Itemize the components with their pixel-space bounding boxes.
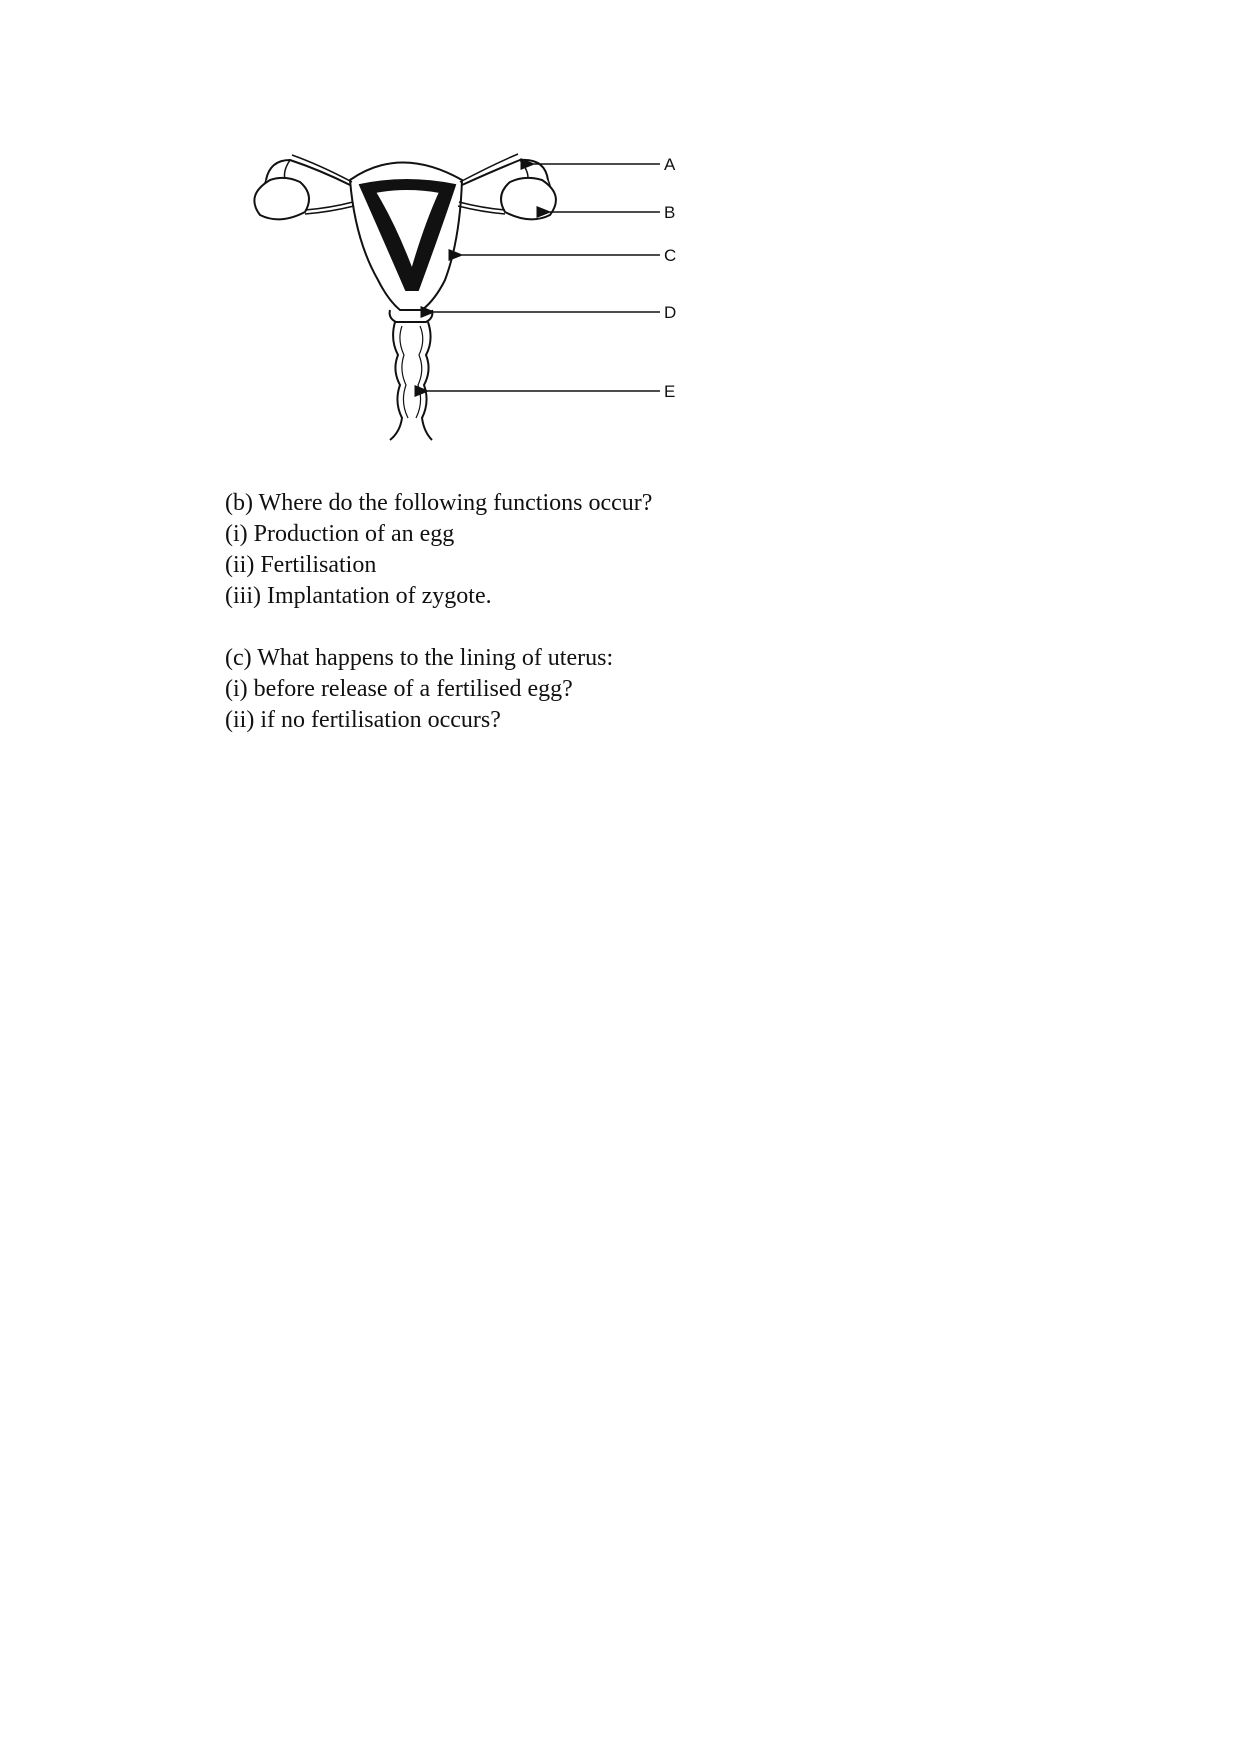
- question-b-heading: (b) Where do the following functions occur?: [225, 490, 653, 516]
- spacer: [225, 612, 652, 643]
- question-b-item-2: (ii) Fertilisation: [225, 552, 377, 578]
- reproductive-system-diagram: [250, 140, 690, 450]
- question-block: [225, 488, 652, 736]
- question-c-item-2: (ii) if no fertilisation occurs?: [225, 707, 501, 733]
- question-b-item-1: (i) Production of an egg: [225, 521, 455, 547]
- question-c-item-1: (i) before release of a fertilised egg?: [225, 676, 573, 702]
- label-e: E: [664, 382, 676, 401]
- question-c-heading: (c) What happens to the lining of uterus:: [225, 645, 614, 671]
- label-c: C: [664, 246, 677, 265]
- uterus-drawing: [254, 154, 556, 440]
- label-d: D: [664, 303, 677, 322]
- question-b-item-3: (iii) Implantation of zygote.: [225, 583, 492, 609]
- label-b: B: [664, 203, 676, 222]
- label-a: A: [664, 155, 676, 174]
